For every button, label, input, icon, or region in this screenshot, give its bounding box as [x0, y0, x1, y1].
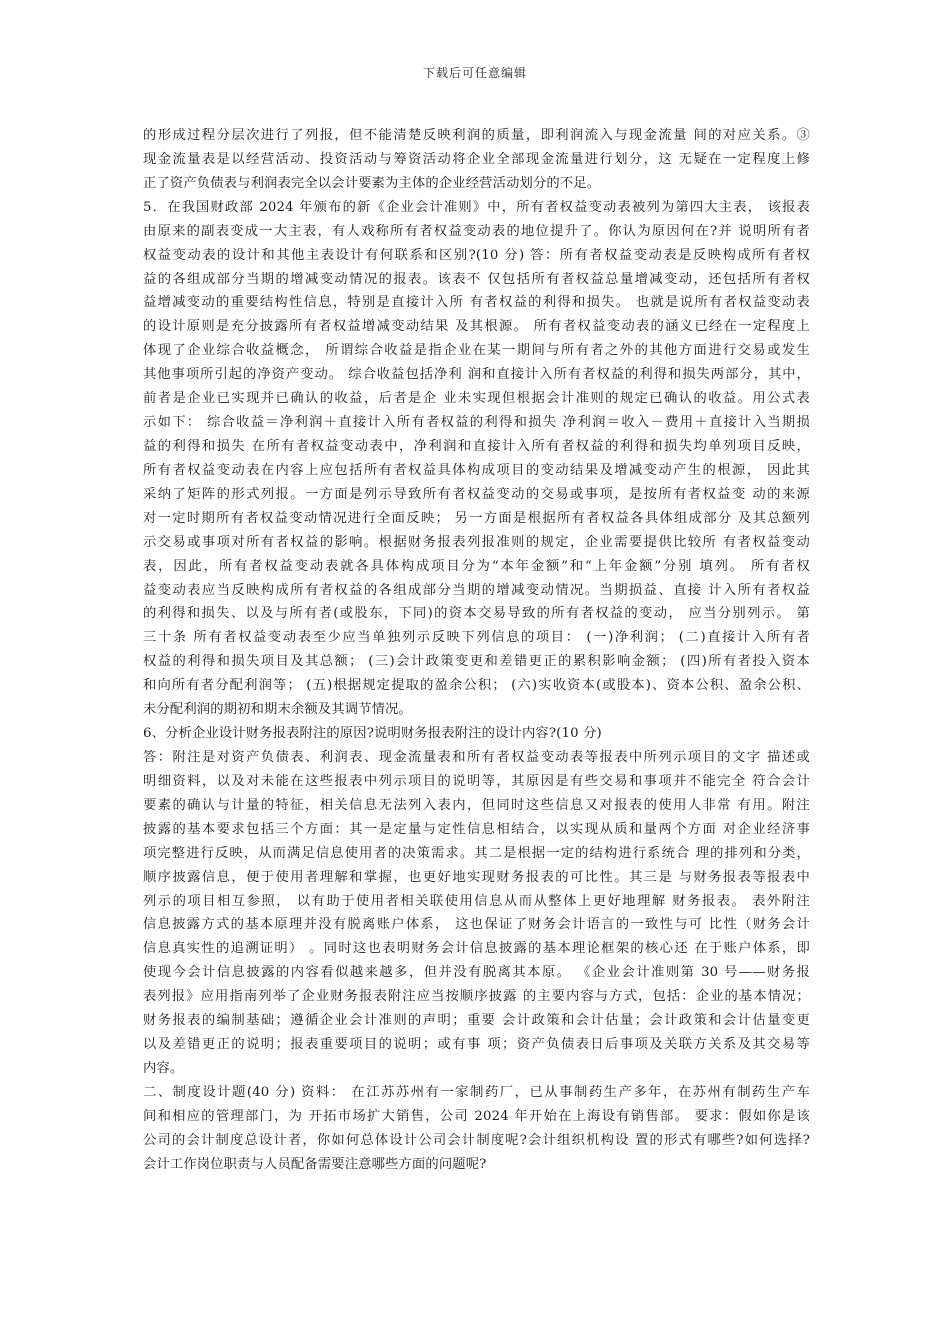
- text-line: 明细资料，以及对未能在这些报表中列示项目的说明等，其原因是有些交易和事项并不能完全 符合会计: [143, 773, 810, 789]
- text-line: 三十条 所有者权益变动表至少应当单独列示反映下列信息的项目： (一)净利润； (二)直接计入所有者: [143, 630, 810, 646]
- text-line: 二、制度设计题(40 分) 资料： 在江苏苏州有一家制药厂，已从事制药生产多年，在苏州有制药生产车: [143, 1084, 810, 1100]
- text-line: 所有者权益变动表在内容上应包括所有者权益具体构成项目的变动结果及增减变动产生的根源， 因此其: [143, 462, 810, 478]
- page-header: 下载后可任意编辑: [422, 66, 527, 80]
- text-line: 公司的会计制度总设计者，你如何总体设计公司会计制度呢?会计组织机构设 置的形式有哪些?如何选择?: [143, 1132, 810, 1148]
- text-line: 体现了企业综合收益概念， 所谓综合收益是指企业在某一期间与所有者之外的其他方面进行交易或发生: [143, 343, 810, 359]
- text-line: 要素的确认与计量的特征，相关信息无法列入表内，但同时这些信息又对报表的使用人非常 有用。附注: [143, 797, 810, 813]
- text-line: 益增减变动的重要结构性信息，特别是直接计入所 有者权益的利得和损失。 也就是说所有者权益变动表: [143, 295, 810, 311]
- text-line: 由原来的副表变成一大主表，有人戏称所有者权益变动表的地位提升了。你认为原因何在?并 说明所有者: [143, 223, 810, 239]
- text-line: 的形成过程分层次进行了列报，但不能清楚反映利润的质量，即利润流入与现金流量 间的对应关系。③: [143, 128, 810, 143]
- text-line: 列示的项目相互参照， 以有助于使用者相关联使用信息从而从整体上更好地理解 财务报表。 表外附注: [143, 893, 810, 909]
- text-line: 前者是企业已实现并已确认的收益，后者是企 业未实现但根据会计准则的规定已确认的收益。用公式表: [143, 391, 810, 407]
- text-line: 间和相应的管理部门，为 开拓市场扩大销售，公司 2024 年开始在上海设有销售部。 要求：假如你是该: [143, 1108, 810, 1124]
- text-line: 表，因此，所有者权益变动表就各具体构成项目分为“本年金额”和“上年金额”分别 填列。 所有者权: [143, 558, 810, 574]
- text-line: 财务报表的编制基础；遵循企业会计准则的声明；重要 会计政策和会计估量；会计政策和会计估量变更: [143, 1013, 810, 1029]
- text-line: 和向所有者分配利润等； (五)根据规定提取的盈余公积； (六)实收资本(或股本)、资本公积、盈余公积、: [143, 678, 810, 694]
- text-line: 益的各组成部分当期的增减变动情况的报表。该表不 仅包括所有者权益总量增减变动，还包括所有者权: [143, 271, 810, 287]
- text-line: 示如下： 综合收益＝净利润＋直接计入所有者权益的利得和损失 净利润＝收入－费用＋直接计入当期损: [143, 415, 810, 431]
- text-line: 采纳了矩阵的形式列报。一方面是列示导致所有者权益变动的交易或事项，是按所有者权益变 动的来源: [143, 486, 810, 502]
- text-line: 会计工作岗位职责与人员配备需要注意哪些方面的问题呢?: [143, 1156, 487, 1172]
- text-line: 答：附注是对资产负债表、利润表、现金流量表和所有者权益变动表等报表中所列示项目的文字 描述或: [143, 749, 810, 765]
- text-line: 示交易或事项对所有者权益的影响。根据财务报表列报准则的规定，企业需要提供比较所 有者权益变动: [143, 534, 810, 550]
- document-body: [143, 124, 810, 1177]
- text-line: 5．在我国财政部 2024 年颁布的新《企业会计准则》中，所有者权益变动表被列为第四大主表， 该报表: [143, 199, 810, 215]
- text-line: 内容。: [143, 1060, 184, 1076]
- text-line: 对一定时期所有者权益变动情况进行全面反映； 另一方面是根据所有者权益各具体组成部分 及其总额列: [143, 510, 810, 526]
- text-line: 信息披露方式的基本原理并没有脱离账户体系， 这也保证了财务会计语言的一致性与可 比性（财务会计: [143, 917, 810, 933]
- text-line: 现金流量表是以经营活动、投资活动与筹资活动将企业全部现金流量进行划分，这 无疑在一定程度上修: [143, 151, 810, 167]
- text-line: 正了资产负债表与利润表完全以会计要素为主体的企业经营活动划分的不足。: [143, 175, 601, 191]
- text-line: 权益变动表的设计和其他主表设计有何联系和区别?(10 分) 答：所有者权益变动表是反映构成所有者权: [143, 247, 810, 263]
- text-line: 其他事项所引起的净资产变动。 综合收益包括净利 润和直接计入所有者权益的利得和损失两部分，其中，: [143, 367, 810, 383]
- text-line: 表列报》应用指南列举了企业财务报表附注应当按顺序披露 的主要内容与方式，包括：企业的基本情况；: [143, 989, 810, 1005]
- text-line: 的利得和损失、以及与所有者(或股东，下同)的资本交易导致的所有者权益的变动， 应当分别列示。 第: [143, 606, 810, 622]
- text-line: 使现今会计信息披露的内容看似越来越多，但并没有脱离其本原。 《企业会计准则第 30 号——财务报: [143, 965, 810, 981]
- text-line: 权益的利得和损失项目及其总额； (三)会计政策变更和差错更正的累积影响金额； (四)所有者投入资本: [143, 654, 810, 670]
- text-line: 顺序披露信息，便于使用者理解和掌握，也更好地实现财务报表的可比性。其三是 与财务报表等报表中: [143, 869, 810, 885]
- text-line: 信息真实性的追溯证明） 。同时这也表明财务会计信息披露的基本理论框架的核心还 在于账户体系，即: [143, 941, 810, 957]
- text-line: 披露的基本要求包括三个方面：其一是定量与定性信息相结合，以实现从质和量两个方面 对企业经济事: [143, 821, 810, 837]
- text-line: 益变动表应当反映构成所有者权益的各组成部分当期的增减变动情况。当期损益、直接 计入所有者权益: [143, 582, 810, 598]
- text-line: 的设计原则是充分披露所有者权益增减变动结果 及其根源。 所有者权益变动表的涵义已经在一定程度上: [143, 319, 810, 335]
- text-line: 益的利得和损失 在所有者权益变动表中，净利润和直接计入所有者权益的利得和损失均单列项目反映，: [143, 438, 810, 454]
- text-line: 未分配利润的期初和期末余额及其调节情况。: [143, 702, 412, 718]
- text-line: 以及差错更正的说明；报表重要项目的说明；或有事 项；资产负债表日后事项及关联方关系及其交易等: [143, 1037, 810, 1053]
- text-line: 6、分析企业设计财务报表附注的原因?说明财务报表附注的设计内容?(10 分): [143, 726, 602, 742]
- text-line: 项完整进行反映，从而满足信息使用者的决策需求。其二是根据一定的结构进行系统合 理的排列和分类，: [143, 845, 810, 861]
